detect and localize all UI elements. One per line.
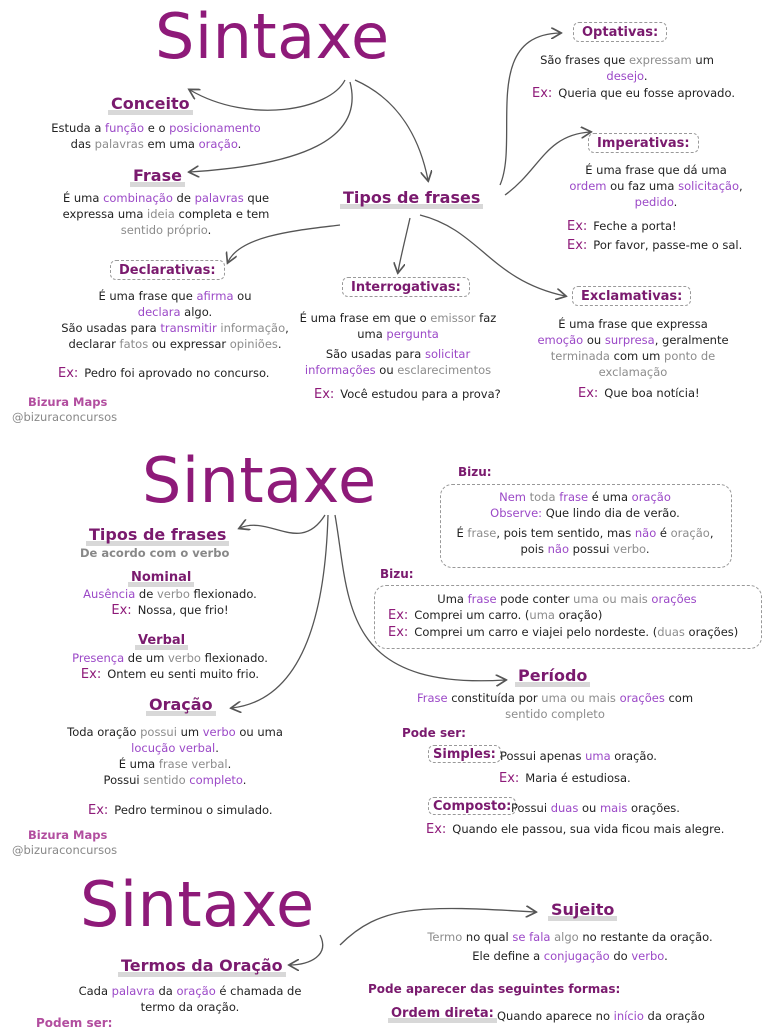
termos-heading: Termos da Oração (118, 958, 286, 974)
oracao-heading: Oração (146, 697, 216, 713)
section3-title: Sintaxe (80, 868, 315, 941)
periodo-heading: Período (515, 668, 590, 684)
conceito-heading: Conceito (108, 96, 193, 112)
verbal-text: Presença de um verbo flexionado. Ex: Ontem eu senti muito frio. (72, 651, 268, 682)
sujeito-text: Termo no qual se fala algo no restante da oração. Ele define a conjugação do verbo. (427, 930, 713, 963)
nominal-heading: Nominal (128, 570, 194, 584)
interrogativas-text: É uma frase em que o emissor faz uma pergunta São usadas para solicitar informações ou esclarecimentos (299, 311, 497, 377)
optativas-heading: Optativas: (573, 22, 667, 42)
verbal-heading: Verbal (135, 633, 188, 647)
composto-heading: Composto: (428, 797, 516, 815)
tipos-heading: Tipos de frases (340, 190, 483, 206)
interrogativas-example: Ex: Você estudou para a prova? (314, 387, 501, 402)
frase-text: É uma combinação de palavras que expressa uma ideia completa e tem sentido próprio. (62, 191, 270, 237)
credit-1: Bizura Maps @bizuraconcursos (12, 395, 118, 424)
section2-title: Sintaxe (142, 444, 377, 517)
exclamativas-heading: Exclamativas: (572, 286, 691, 306)
bizu1-text: Nem toda frase é uma oração Observe: Que lindo dia de verão. É frase, pois tem sentido, mas não é oração, pois não possui verbo. (456, 490, 714, 556)
bizu2-text: Uma frase pode conter uma ou mais orações Ex: Comprei um carro. (uma oração) Ex: Comprei um carro e viajei pelo nordeste. (duas orações) (388, 592, 739, 640)
section1-title: Sintaxe (155, 0, 390, 73)
imperativas-example-2: Ex: Por favor, passe-me o sal. (567, 238, 743, 253)
bizu1-label: Bizu: (458, 465, 492, 479)
interrogativas-heading: Interrogativas: (342, 277, 470, 297)
frase-heading: Frase (130, 168, 185, 184)
ordem-direta-text: Quando aparece no início da oração (497, 1009, 705, 1023)
imperativas-text: É uma frase que dá uma ordem ou faz uma solicitação, pedido. (569, 163, 743, 209)
oracao-example: Ex: Pedro terminou o simulado. (88, 803, 273, 818)
simples-example: Ex: Maria é estudiosa. (499, 771, 631, 786)
exclamativas-text: É uma frase que expressa emoção ou surpresa, geralmente terminada com um ponto de exclamação (537, 317, 729, 379)
tipos2-subtitle: De acordo com o verbo (80, 546, 230, 560)
composto-example: Ex: Quando ele passou, sua vida ficou mais alegre. (426, 822, 725, 837)
optativas-example: Ex: Queria que eu fosse aprovado. (532, 86, 735, 101)
conceito-text: Estuda a função e o posicionamento das palavras em uma oração. (51, 121, 261, 151)
podem-ser-cut: Podem ser: (36, 1016, 113, 1030)
bizu2-label: Bizu: (380, 567, 414, 581)
periodo-text: Frase constituída por uma ou mais orações com sentido completo (416, 691, 694, 721)
exclamativas-example: Ex: Que boa notícia! (578, 386, 700, 401)
declarativas-heading: Declarativas: (110, 260, 225, 280)
oracao-text: Toda oração possui um verbo ou uma locução verbal. É uma frase verbal. Possui sentido completo. (67, 725, 283, 787)
credit-2: Bizura Maps @bizuraconcursos (12, 828, 118, 857)
nominal-text: Ausência de verbo flexionado. Ex: Nossa, que frio! (83, 587, 257, 618)
pode-aparecer-label: Pode aparecer das seguintes formas: (368, 982, 621, 996)
tipos2-heading: Tipos de frases (86, 527, 229, 543)
sujeito-heading: Sujeito (548, 902, 617, 918)
declarativas-text: É uma frase que afirma ou declara algo. São usadas para transmitir informação, declarar fatos ou expressar opiniões. (61, 289, 289, 351)
composto-text: Possui duas ou mais orações. (511, 801, 680, 815)
simples-text: Possui apenas uma oração. (500, 749, 657, 763)
imperativas-example-1: Ex: Feche a porta! (567, 219, 677, 234)
imperativas-heading: Imperativas: (588, 133, 699, 153)
optativas-text: São frases que expressam um desejo. (540, 53, 714, 83)
declarativas-example: Ex: Pedro foi aprovado no concurso. (58, 366, 270, 381)
ordem-direta-heading: Ordem direta: (388, 1006, 497, 1020)
simples-heading: Simples: (428, 745, 501, 763)
pode-ser-label: Pode ser: (402, 726, 466, 740)
termos-text: Cada palavra da oração é chamada de termo da oração. (78, 984, 302, 1014)
